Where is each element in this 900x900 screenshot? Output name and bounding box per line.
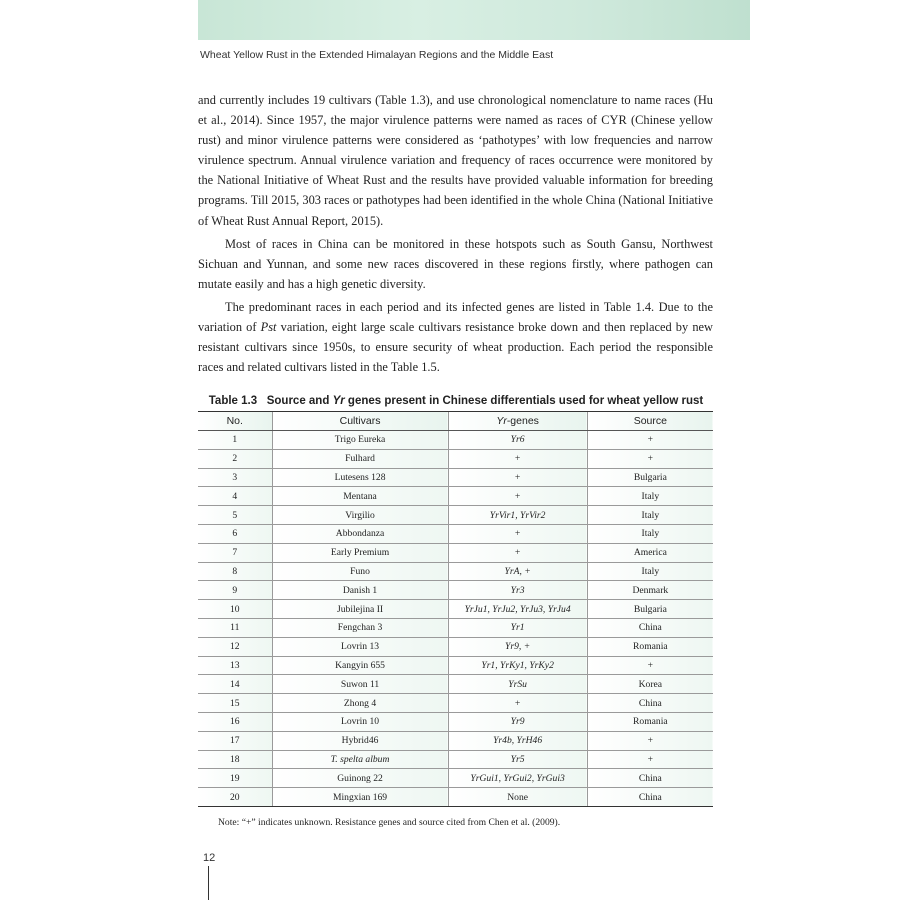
row-no: 18 bbox=[198, 750, 272, 769]
row-cultivar: Lovrin 13 bbox=[272, 637, 448, 656]
row-source: China bbox=[587, 769, 713, 788]
row-genes: + bbox=[448, 487, 587, 506]
row-genes: YrSu bbox=[448, 675, 587, 694]
row-source: America bbox=[587, 543, 713, 562]
table-title-italic: Yr bbox=[332, 395, 345, 407]
paragraph-3-after: variation, eight large scale cultivars resistance broke down and then replaced by new resistant cultivars since 1950s, to ensure security of wheat production. Each period the responsible races and related cultivars listed in the Table 1.5. bbox=[198, 320, 713, 375]
header-cultivars: Cultivars bbox=[272, 412, 448, 431]
header-yr-italic: Yr bbox=[496, 415, 507, 427]
row-cultivar: Mentana bbox=[272, 487, 448, 506]
table-label: Table 1.3 bbox=[208, 395, 258, 407]
row-no: 5 bbox=[198, 506, 272, 525]
header-decoration-band bbox=[198, 0, 750, 40]
row-no: 16 bbox=[198, 712, 272, 731]
row-source: China bbox=[587, 618, 713, 637]
row-no: 9 bbox=[198, 581, 272, 600]
row-source: Italy bbox=[587, 524, 713, 543]
row-genes: YrGui1, YrGui2, YrGui3 bbox=[448, 769, 587, 788]
table-row bbox=[198, 431, 713, 450]
row-genes: Yr6 bbox=[448, 431, 587, 450]
table-note: Note: “+” indicates unknown. Resistance genes and source cited from Chen et al. (2009). bbox=[218, 817, 561, 828]
row-source: Italy bbox=[587, 506, 713, 525]
row-no: 8 bbox=[198, 562, 272, 581]
table-row bbox=[198, 712, 713, 731]
row-cultivar: Trigo Eureka bbox=[272, 431, 448, 450]
row-cultivar: Funo bbox=[272, 562, 448, 581]
table-header-row bbox=[198, 412, 713, 431]
table-row bbox=[198, 618, 713, 637]
row-cultivar: Zhong 4 bbox=[272, 694, 448, 713]
row-genes: + bbox=[448, 694, 587, 713]
row-genes: YrA, + bbox=[448, 562, 587, 581]
row-source: Romania bbox=[587, 712, 713, 731]
row-cultivar: Suwon 11 bbox=[272, 675, 448, 694]
row-cultivar: Kangyin 655 bbox=[272, 656, 448, 675]
row-source: Italy bbox=[587, 562, 713, 581]
page-number-rule bbox=[208, 866, 209, 900]
row-no: 11 bbox=[198, 618, 272, 637]
pst-term: Pst bbox=[260, 320, 277, 335]
body-text bbox=[198, 90, 713, 380]
header-source: Source bbox=[587, 412, 713, 431]
row-cultivar: Early Premium bbox=[272, 543, 448, 562]
row-no: 7 bbox=[198, 543, 272, 562]
row-genes: Yr3 bbox=[448, 581, 587, 600]
row-no: 4 bbox=[198, 487, 272, 506]
row-source: China bbox=[587, 788, 713, 807]
table-row bbox=[198, 487, 713, 506]
header-genes-rest: -genes bbox=[506, 415, 539, 427]
row-genes: + bbox=[448, 543, 587, 562]
row-source: + bbox=[587, 656, 713, 675]
row-cultivar: T. spelta album bbox=[272, 750, 448, 769]
row-source: Denmark bbox=[587, 581, 713, 600]
paragraph-1: and currently includes 19 cultivars (Table 1.3), and use chronological nomenclature to name races (Hu et al., 2014). Since 1957, the major virulence patterns were named as races of CYR (Chinese yellow rust) and minor virulence patterns were considered as ‘pathotypes’ with low frequencies and narrow virulence spectrum. Annual virulence variation and frequency of races occurrence were monitored by the National Initiative of Wheat Rust and the results have provided valuable information for breeding programs. Till 2015, 303 races or pathotypes had been identified in the whole China (National Initiative of Wheat Rust Annual Report, 2015). bbox=[198, 93, 713, 228]
paragraph-2: Most of races in China can be monitored in these hotspots such as South Gansu, Northwest Sichuan and Yunnan, and some new races discovered in these regions firstly, where pathogen can mutate easily and has a high genetic diversity. bbox=[198, 236, 713, 291]
row-no: 12 bbox=[198, 637, 272, 656]
row-source: Italy bbox=[587, 487, 713, 506]
table-title bbox=[198, 395, 714, 407]
table-row bbox=[198, 750, 713, 769]
table-body bbox=[198, 431, 713, 807]
table-row bbox=[198, 524, 713, 543]
table-row bbox=[198, 449, 713, 468]
row-no: 10 bbox=[198, 600, 272, 619]
row-genes: + bbox=[448, 468, 587, 487]
paragraph-3 bbox=[198, 297, 713, 377]
table-row bbox=[198, 543, 713, 562]
row-source: + bbox=[587, 731, 713, 750]
table-row bbox=[198, 468, 713, 487]
table-row bbox=[198, 562, 713, 581]
row-source: Bulgaria bbox=[587, 600, 713, 619]
table-row bbox=[198, 769, 713, 788]
row-source: Bulgaria bbox=[587, 468, 713, 487]
row-source: Romania bbox=[587, 637, 713, 656]
row-cultivar: Lutesens 128 bbox=[272, 468, 448, 487]
table-row bbox=[198, 656, 713, 675]
row-genes: Yr1, YrKy1, YrKy2 bbox=[448, 656, 587, 675]
row-genes: Yr9 bbox=[448, 712, 587, 731]
row-no: 1 bbox=[198, 431, 272, 450]
row-cultivar: Lovrin 10 bbox=[272, 712, 448, 731]
row-source: + bbox=[587, 449, 713, 468]
row-no: 6 bbox=[198, 524, 272, 543]
row-genes: + bbox=[448, 524, 587, 543]
row-source: + bbox=[587, 750, 713, 769]
row-genes: + bbox=[448, 449, 587, 468]
row-cultivar: Danish 1 bbox=[272, 581, 448, 600]
row-cultivar: Fengchan 3 bbox=[272, 618, 448, 637]
differentials-table bbox=[198, 411, 713, 807]
row-cultivar: Jubilejina II bbox=[272, 600, 448, 619]
row-no: 2 bbox=[198, 449, 272, 468]
running-head: Wheat Yellow Rust in the Extended Himalayan Regions and the Middle East bbox=[200, 49, 554, 61]
table-row bbox=[198, 694, 713, 713]
header-yr-genes bbox=[448, 412, 587, 431]
table-row bbox=[198, 788, 713, 807]
row-cultivar: Virgilio bbox=[272, 506, 448, 525]
header-no: No. bbox=[198, 412, 272, 431]
table-row bbox=[198, 731, 713, 750]
row-no: 15 bbox=[198, 694, 272, 713]
row-no: 19 bbox=[198, 769, 272, 788]
row-cultivar: Abbondanza bbox=[272, 524, 448, 543]
table-row bbox=[198, 506, 713, 525]
row-source: China bbox=[587, 694, 713, 713]
row-cultivar: Guinong 22 bbox=[272, 769, 448, 788]
row-no: 20 bbox=[198, 788, 272, 807]
row-cultivar: Mingxian 169 bbox=[272, 788, 448, 807]
table-title-pre: Source and bbox=[266, 395, 333, 407]
row-genes: Yr1 bbox=[448, 618, 587, 637]
table-row bbox=[198, 637, 713, 656]
table-title-post: genes present in Chinese differentials used for wheat yellow rust bbox=[344, 395, 704, 407]
paragraph-3-before: The predominant races in each period and its infected genes are listed in Table 1.4. Due to the variation of bbox=[198, 299, 713, 335]
table-row bbox=[198, 600, 713, 619]
row-cultivar: Fulhard bbox=[272, 449, 448, 468]
row-genes: Yr5 bbox=[448, 750, 587, 769]
row-genes: Yr4b, YrH46 bbox=[448, 731, 587, 750]
row-no: 3 bbox=[198, 468, 272, 487]
row-source: Korea bbox=[587, 675, 713, 694]
row-genes: None bbox=[448, 788, 587, 807]
row-no: 14 bbox=[198, 675, 272, 694]
row-source: + bbox=[587, 431, 713, 450]
row-no: 13 bbox=[198, 656, 272, 675]
page-number: 12 bbox=[203, 852, 216, 864]
table-row bbox=[198, 675, 713, 694]
row-genes: Yr9, + bbox=[448, 637, 587, 656]
row-genes: YrVir1, YrVir2 bbox=[448, 506, 587, 525]
row-cultivar: Hybrid46 bbox=[272, 731, 448, 750]
row-genes: YrJu1, YrJu2, YrJu3, YrJu4 bbox=[448, 600, 587, 619]
row-no: 17 bbox=[198, 731, 272, 750]
table-row bbox=[198, 581, 713, 600]
